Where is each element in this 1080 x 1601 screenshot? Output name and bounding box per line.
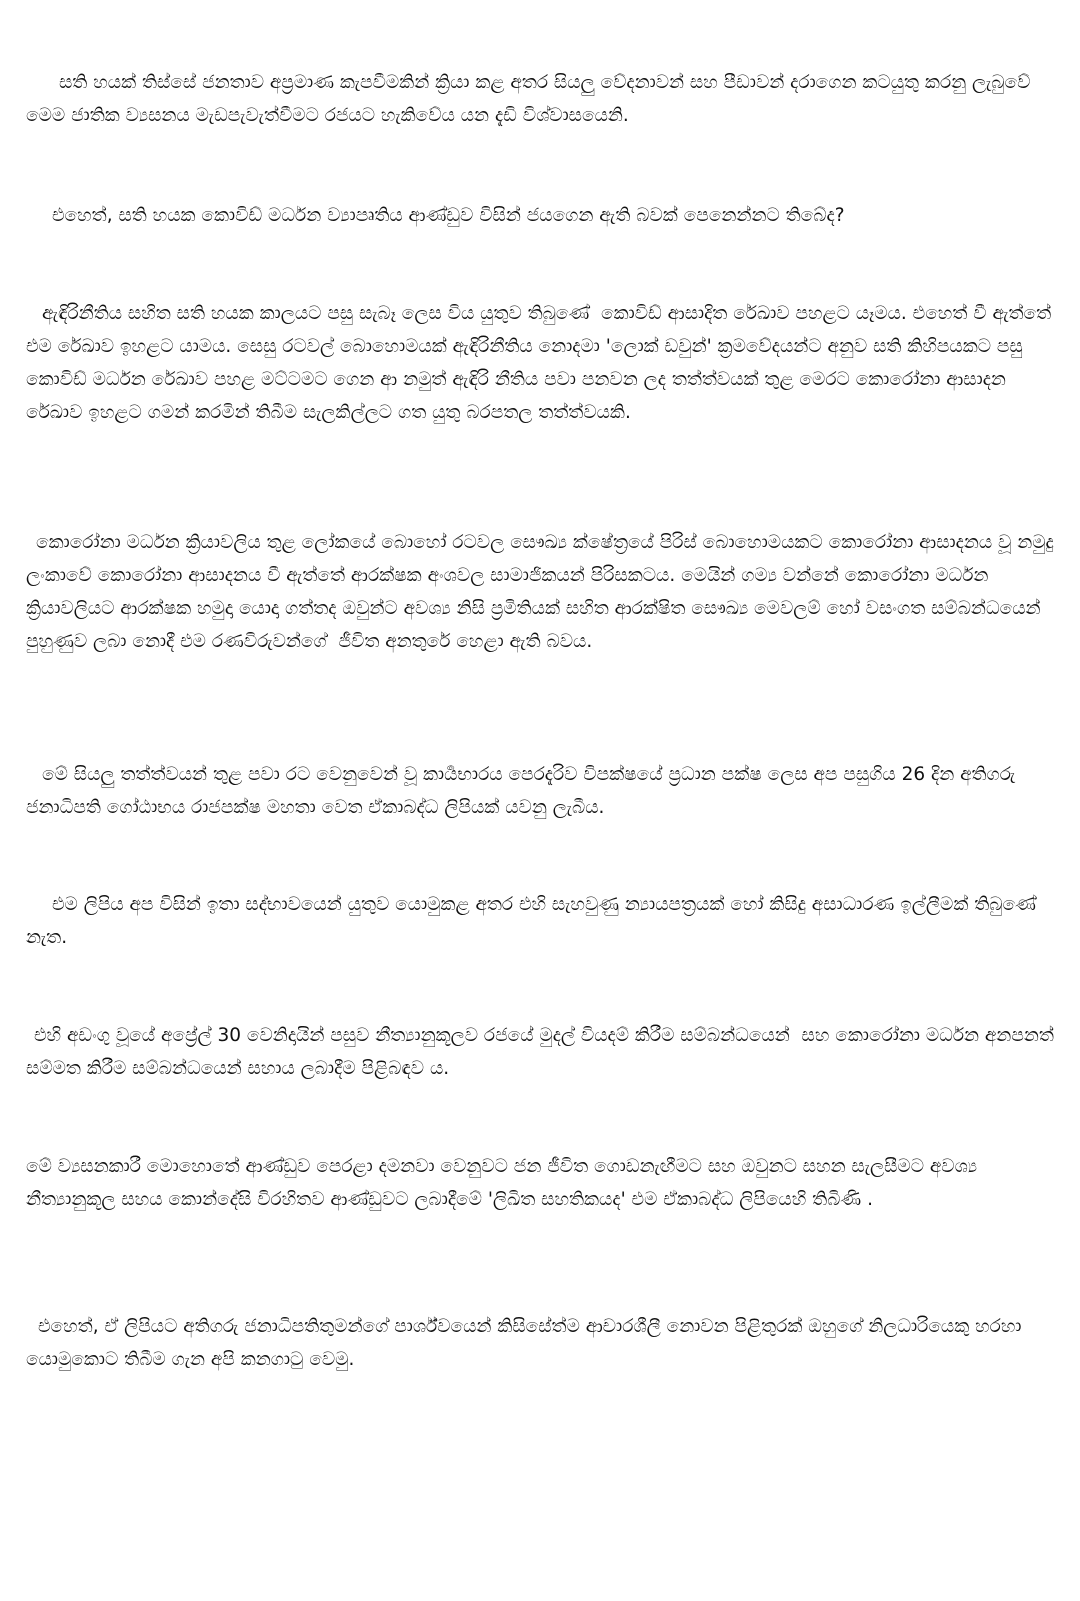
paragraph-1: සති හයක් තිස්සේ ජනතාව අප්‍රමාණ කැපවීමකින් ක්‍රියා කළ අතර සියලු වේදනාවන් සහ පීඩාවන් දරාගෙන කටයුතු කරනු ලැබුවේ මෙම ජාතික ව්‍යසනය මැඩපැවැත්වීමට රජයට හැකිවේය යන දැඩි විශ්වාසයෙනි. (26, 72, 1037, 126)
paragraph-7: එහි අඩංගු වූයේ අප්‍රේල් 30 වෙනිදායින් පසුව නීත්‍යානුකූලව රජයේ මුදල් වියදම් කිරීම සම්බන්ධයෙන් සහ කොරෝනා මර්ධන අනපනත් සම්මත කිරීම සම්බන්ධයෙන් සහාය ලබාදීම පිළිබඳව ය. (26, 1025, 1060, 1079)
paragraph-3: ඇඳිරිනීතිය සහිත සති හයක කාලයට පසු සැබෑ ලෙස විය යුතුව තිබුණේ කොවිඩ් ආසාදිත රේඛාව පහළට යෑමය. එහෙත් වී ඇත්තේ එම රේඛාව ඉහළට යාමය. සෙසු රටවල් බොහොමයක් ඇඳිරිනීතිය නොදමා 'ලොක් ඩවුන්' ක්‍රමවේදයන්ට අනුව සති කිහිපයකට පසු කොවිඩ් මර්ධන රේඛාව පහළ මට්ටමට ගෙන ආ නමුත් ඇඳිරි නීතිය පවා පනවන ලද තත්ත්වයක් තුළ මෙරට කොරෝනා ආසාදන රේඛාව ඉහළට ගමන් කරමින් තිබීම සැලකිල්ලට ගත යුතු බරපතල තත්ත්වයකි. (26, 303, 1058, 423)
paragraph-8: මේ ව්‍යසනකාරී මොහොතේ ආණ්ඩුව පෙරළා දමනවා වෙනුවට ජන ජීවිත ගොඩනැඟීමට සහ ඔවුනට සහන සැලසීමට අවශ්‍ය නීත්‍යානුකූල සහය කොන්දේසි විරහිතව ආණ්ඩුවට ලබාදීමේ 'ලිඛිත සහතිකයද' එම ඒකාබද්ධ ලිපියෙහි තිබිණි . (26, 1156, 983, 1210)
paragraph-2: එහෙත්, සති හයක කොවිඩ් මර්ධන ව්‍යාපෘතිය ආණ්ඩුව විසින් ජයගෙන ඇති බවක් පෙනෙන්නට තිබේද? (52, 205, 845, 226)
paragraph-9: එහෙත්, ඒ ලිපියට අතිගරු ජනාධිපතිතුමන්ගේ පාර්ශ්වයෙන් කිසිසේත්ම ආචාරශීලී නොවන පිළිතුරක් ඔහුගේ නිලධාරියෙකු හරහා යොමුකොට තිබීම ගැන අපි කනගාටු වෙමු. (26, 1316, 1028, 1370)
paragraph-6: එම ලිපිය අප විසින් ඉතා සද්භාවයෙන් යුතුව යොමුකළ අතර එහි සැහවුණු න්‍යායපත්‍රයක් හෝ කිසිදු අසාධාරණ ඉල්ලීමක් තිබුණේ නැත. (26, 894, 1042, 948)
paragraph-5: මේ සියලු තත්ත්වයන් තුළ පවා රට වෙනුවෙන් වූ කාර්‍යභාරය පෙරදැරිව විපක්ෂයේ ප්‍රධාන පක්ෂ ලෙස අප පසුගිය 26 දින අතිගරු ජනාධිපති ගෝඨාභය රාජපක්ෂ මහතා වෙත ඒකාබද්ධ ලිපියක් යවනු ලැබීය. (26, 764, 1022, 818)
paragraph-4: කොරෝනා මර්ධන ක්‍රියාවලිය තුළ ලෝකයේ බොහෝ රටවල සෞඛ්‍ය ක්ෂේත්‍රයේ පිරිස් බොහොමයකට කොරෝනා ආසාදනය වූ නමුදු ලංකාවේ කොරෝනා ආසාදනය වී ඇත්තේ ආරක්ෂක අංශවල සාමාජිකයන් පිරිසකටය. මෙයින් ගම්‍ය වන්නේ කොරෝනා මර්ධන ක්‍රියාවලියට ආරක්ෂක හමුදා යොදා ගත්තද ඔවුන්ට අවශ්‍ය නිසි ප්‍රමිතියක් සහිත ආරක්ෂිත සෞඛ්‍ය මෙවලම් හෝ වසංගත සම්බන්ධයෙන් පුහුණුව ලබා නොදී එම රණවිරුවන්ගේ ජීවිත අනතුරේ හෙළා ඇති බවය. (26, 532, 1060, 652)
